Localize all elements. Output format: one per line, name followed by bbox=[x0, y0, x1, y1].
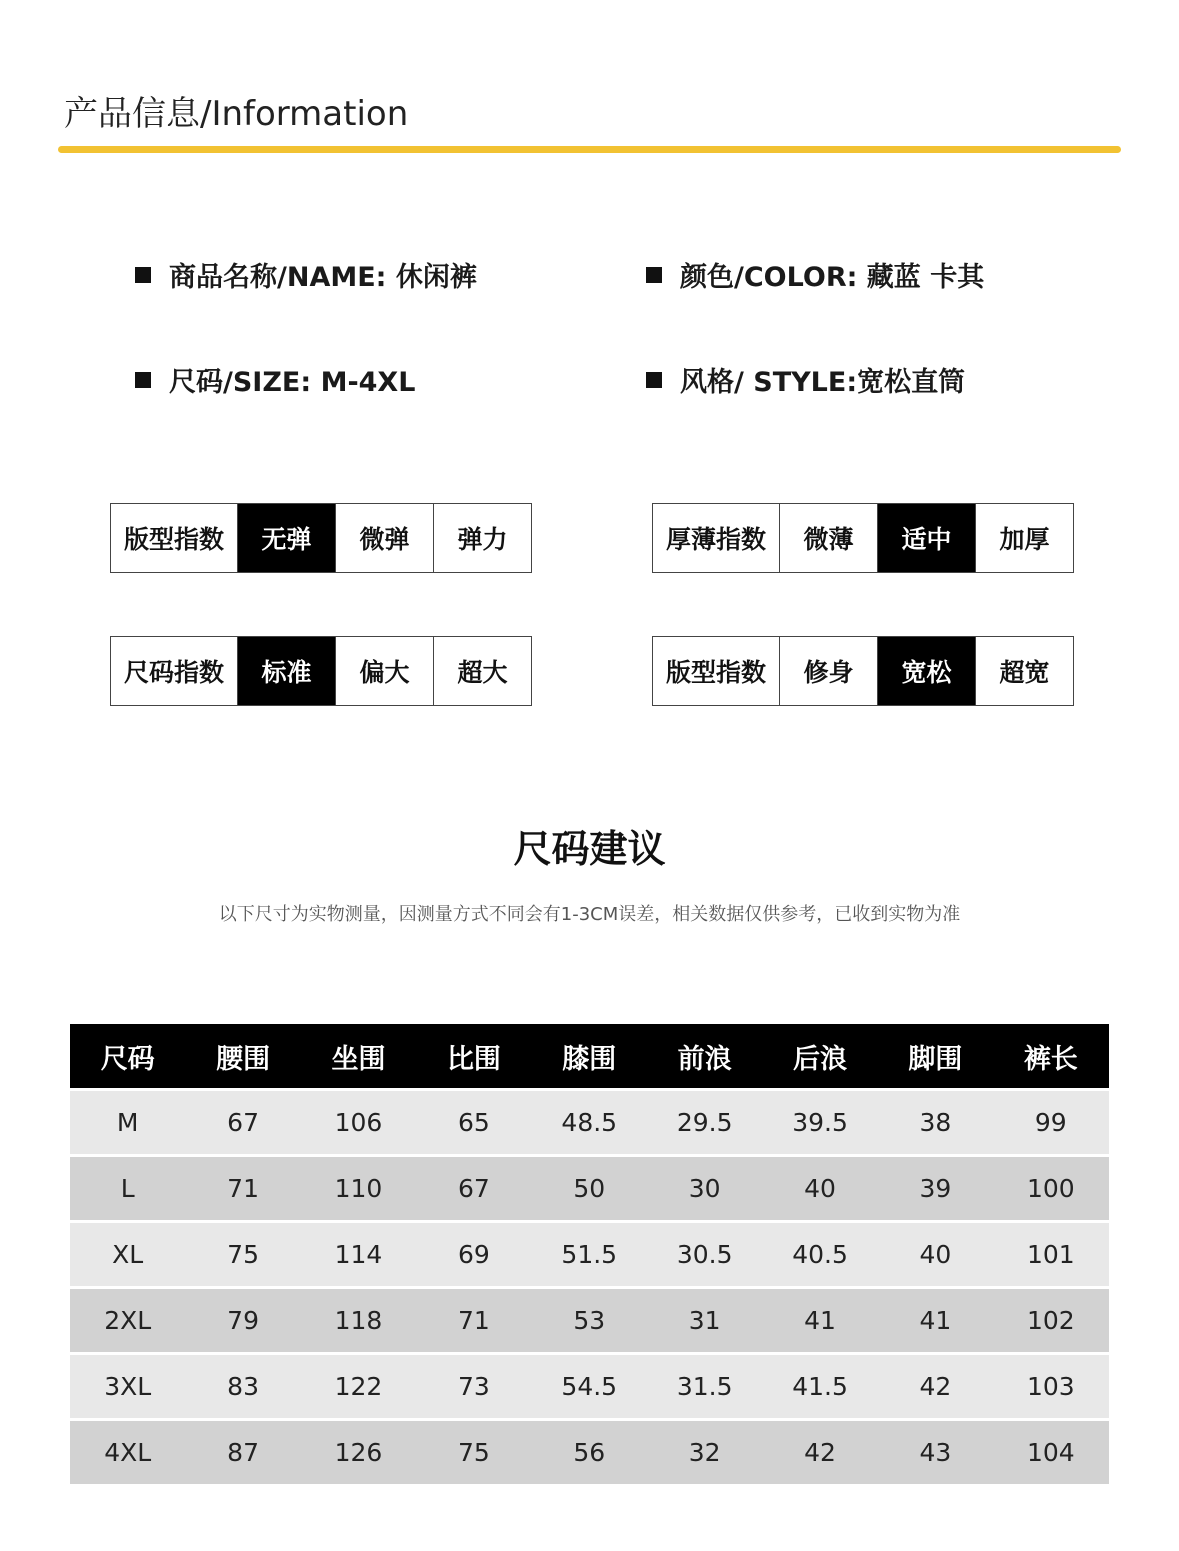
table-cell: 39.5 bbox=[792, 1108, 848, 1137]
scale-label: 厚薄指数 bbox=[665, 525, 766, 554]
scale-option: 修身 bbox=[779, 637, 877, 705]
table-header-cell: 膝围 bbox=[562, 1043, 617, 1075]
table-header-cell: 后浪 bbox=[793, 1043, 848, 1075]
table-cell: 69 bbox=[457, 1240, 490, 1269]
table-cell: 48.5 bbox=[561, 1108, 618, 1137]
table-cell: 99 bbox=[1034, 1108, 1067, 1137]
table-cell: 114 bbox=[334, 1240, 383, 1269]
table-cell: 30.5 bbox=[676, 1240, 733, 1269]
square-bullet-icon bbox=[646, 267, 662, 283]
table-cell: 67 bbox=[457, 1174, 490, 1203]
table-row bbox=[70, 1289, 1109, 1352]
scale-option: 微弹 bbox=[335, 504, 433, 572]
table-cell: 75 bbox=[457, 1438, 490, 1467]
info-style-text: 风格/ STYLE:宽松直筒 bbox=[680, 367, 966, 398]
table-cell: 71 bbox=[227, 1174, 259, 1203]
scale-option: 弹力 bbox=[433, 504, 531, 572]
scale-option-selected: 适中 bbox=[877, 504, 975, 572]
square-bullet-icon bbox=[135, 372, 151, 388]
table-cell: 32 bbox=[688, 1438, 721, 1467]
table-cell: 40 bbox=[804, 1174, 836, 1203]
table-cell: 103 bbox=[1026, 1372, 1075, 1401]
scale-option-selected: 标准 bbox=[237, 637, 335, 705]
table-header-cell: 腰围 bbox=[216, 1043, 271, 1075]
table-cell: 2XL bbox=[104, 1306, 152, 1335]
table-row bbox=[70, 1223, 1109, 1286]
table-cell: 30 bbox=[688, 1174, 721, 1203]
scale-option: 偏大 bbox=[335, 637, 433, 705]
info-size-text: 尺码/SIZE: M-4XL bbox=[169, 367, 416, 398]
table-header-cell: 前浪 bbox=[677, 1043, 732, 1075]
table-cell: 51.5 bbox=[561, 1240, 618, 1269]
table-cell: 42 bbox=[919, 1372, 952, 1401]
table-cell: 50 bbox=[573, 1174, 606, 1203]
scale-option: 微薄 bbox=[779, 504, 877, 572]
size-guide-note: 以下尺寸为实物测量，因测量方式不同会有1-3CM误差，相关数据仅供参考，已收到实物为准 bbox=[218, 904, 961, 925]
table-cell: 40.5 bbox=[792, 1240, 848, 1269]
size-table bbox=[70, 1024, 1109, 1487]
table-cell: 39 bbox=[919, 1174, 952, 1203]
table-row bbox=[70, 1157, 1109, 1220]
table-header-cell: 比围 bbox=[446, 1043, 501, 1075]
table-cell: 4XL bbox=[104, 1438, 152, 1467]
table-cell: 110 bbox=[334, 1174, 383, 1203]
table-header-cell: 尺码 bbox=[100, 1043, 155, 1075]
table-cell: 41 bbox=[919, 1306, 952, 1335]
info-name bbox=[135, 255, 477, 294]
table-cell: 126 bbox=[334, 1438, 383, 1467]
scale-label: 版型指数 bbox=[665, 658, 766, 687]
table-cell: 71 bbox=[457, 1306, 490, 1335]
table-cell: 73 bbox=[457, 1372, 490, 1401]
table-cell: 79 bbox=[227, 1306, 259, 1335]
table-cell: 42 bbox=[804, 1438, 836, 1467]
table-row bbox=[70, 1355, 1109, 1418]
scale-size-fit bbox=[110, 636, 532, 706]
table-cell: 122 bbox=[334, 1372, 383, 1401]
info-size bbox=[135, 360, 415, 399]
table-cell: 87 bbox=[227, 1438, 259, 1467]
table-cell: 118 bbox=[334, 1306, 383, 1335]
table-cell: 38 bbox=[919, 1108, 952, 1137]
size-guide-title: 尺码建议 bbox=[513, 827, 666, 871]
table-cell: 54.5 bbox=[561, 1372, 618, 1401]
scale-thickness bbox=[652, 503, 1074, 573]
table-cell: 67 bbox=[227, 1108, 259, 1137]
table-header-cell: 坐围 bbox=[331, 1043, 386, 1075]
scale-label: 版型指数 bbox=[123, 525, 224, 554]
table-cell: 31.5 bbox=[676, 1372, 733, 1401]
table-header-row bbox=[70, 1024, 1109, 1088]
table-cell: 29.5 bbox=[676, 1108, 733, 1137]
title-underline bbox=[58, 146, 1121, 153]
scale-silhouette bbox=[652, 636, 1074, 706]
table-cell: 101 bbox=[1026, 1240, 1075, 1269]
table-cell: 65 bbox=[457, 1108, 490, 1137]
info-name-text: 商品名称/NAME: 休闲裤 bbox=[169, 262, 477, 293]
table-cell: 31 bbox=[688, 1306, 721, 1335]
table-cell: L bbox=[120, 1174, 135, 1203]
page-title: 产品信息/Information bbox=[64, 94, 409, 134]
table-cell: 41.5 bbox=[792, 1372, 848, 1401]
table-header-cell: 脚围 bbox=[908, 1043, 963, 1075]
scale-option: 超大 bbox=[433, 637, 531, 705]
scale-option-selected: 宽松 bbox=[877, 637, 975, 705]
scale-option-selected: 无弹 bbox=[237, 504, 335, 572]
square-bullet-icon bbox=[135, 267, 151, 283]
table-cell: M bbox=[116, 1108, 139, 1137]
table-cell: 3XL bbox=[104, 1372, 152, 1401]
table-row bbox=[70, 1091, 1109, 1154]
info-style bbox=[646, 360, 965, 399]
info-color bbox=[646, 255, 984, 294]
table-cell: 100 bbox=[1026, 1174, 1075, 1203]
table-cell: 41 bbox=[804, 1306, 836, 1335]
table-cell: 43 bbox=[919, 1438, 952, 1467]
table-cell: 40 bbox=[919, 1240, 952, 1269]
table-header-cell: 裤长 bbox=[1023, 1043, 1078, 1075]
square-bullet-icon bbox=[646, 372, 662, 388]
table-cell: 106 bbox=[334, 1108, 383, 1137]
scale-elasticity bbox=[110, 503, 532, 573]
table-cell: 56 bbox=[573, 1438, 606, 1467]
table-cell: 104 bbox=[1026, 1438, 1075, 1467]
scale-label: 尺码指数 bbox=[123, 658, 224, 687]
table-row bbox=[70, 1421, 1109, 1484]
scale-option: 超宽 bbox=[975, 637, 1073, 705]
table-cell: 53 bbox=[573, 1306, 606, 1335]
scale-option: 加厚 bbox=[975, 504, 1073, 572]
table-cell: 75 bbox=[227, 1240, 259, 1269]
table-cell: 83 bbox=[227, 1372, 259, 1401]
table-cell: XL bbox=[112, 1240, 144, 1269]
table-cell: 102 bbox=[1026, 1306, 1075, 1335]
info-color-text: 颜色/COLOR: 藏蓝 卡其 bbox=[680, 262, 985, 293]
